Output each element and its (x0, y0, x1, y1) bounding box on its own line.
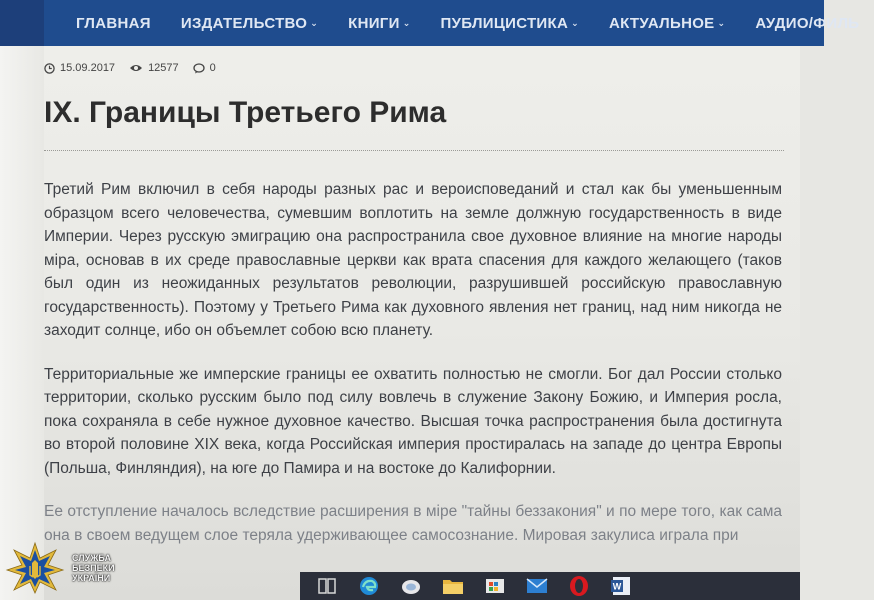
sbu-caption-line: УКРАЇНИ (72, 573, 111, 583)
nav-item-publicism[interactable] (426, 0, 594, 46)
views-text: 12577 (148, 62, 179, 74)
nav-item-label: ГЛАВНАЯ (76, 14, 151, 32)
nav-item-label: ИЗДАТЕЛЬСТВО (180, 14, 308, 32)
store-icon[interactable] (398, 575, 424, 597)
screen-edge-top (0, 0, 44, 46)
comments-count: 0 (209, 62, 216, 74)
sbu-caption-line: СЛУЖБА (72, 553, 111, 563)
title-divider (44, 150, 784, 151)
nav-item-current[interactable] (594, 0, 740, 46)
nav-item-audio-film[interactable] (740, 0, 874, 46)
edge-icon[interactable] (356, 575, 382, 597)
nav-item-home[interactable] (44, 0, 166, 46)
article-comments[interactable] (193, 62, 216, 74)
date-text: 15.09.2017 (60, 62, 116, 74)
chevron-down-icon: ⌄ (717, 17, 726, 28)
eye-icon (129, 63, 143, 73)
file-explorer-icon[interactable] (440, 575, 466, 597)
chevron-down-icon: ⌄ (571, 17, 579, 28)
mail-icon[interactable] (524, 575, 550, 597)
screen-edge (0, 0, 44, 600)
nav-item-label: ПУБЛИЦИСТИКА (440, 14, 569, 32)
article-meta (44, 62, 216, 74)
nav-item-label: АКТУАЛЬНОЕ (608, 14, 715, 32)
sbu-watermark (0, 536, 146, 600)
task-view-icon[interactable] (314, 575, 340, 597)
opera-icon[interactable] (566, 575, 592, 597)
chevron-down-icon: ⌄ (402, 17, 411, 28)
article-paragraph: Ее отступление началось вследствие расширения в міре "тайны беззакония" и по мере того, как сама она в своем ведущем слое теряла удерживающее самосознание. Мировая закулиса играла при (44, 503, 782, 544)
sbu-emblem-icon (6, 542, 64, 594)
nav-item-label: АУДИО/ФИЛЬ (755, 14, 860, 32)
article-body (44, 178, 782, 567)
word-icon[interactable] (608, 575, 634, 597)
top-navigation (44, 0, 860, 46)
article-views (129, 62, 179, 74)
svg-text:W: W (612, 581, 622, 592)
article-date (44, 62, 115, 74)
sbu-caption-line: БЕЗПЕКИ (72, 563, 115, 573)
office-icon[interactable] (482, 575, 508, 597)
nav-item-books[interactable] (333, 0, 425, 46)
nav-item-publishing[interactable] (166, 0, 333, 46)
article-paragraph: Третий Рим включил в себя народы разных рас и вероисповеданий и стал как бы уменьшенным образцом всего человечества, сумевшим воплотить на земле должную государственность в виде Империи. Через русскую эмиграцию она распространила свое духовное влияние на многие народы міра, основав в их среде православные церкви как врата спасения для каждого желающего (таков был один из неожиданных результатов революции, разрушившей российскую православную государственность). Поэтому у Третьего Рима как духовного явления нет границ, над ним никогда не заходит солнце, ибо он объемлет собою всю планету. (44, 181, 782, 339)
comment-icon (193, 63, 205, 74)
article-title: IX. Границы Третьего Рима (44, 96, 447, 129)
chevron-down-icon: ⌄ (310, 17, 319, 28)
clock-icon (44, 63, 55, 74)
sbu-caption (72, 553, 115, 583)
nav-item-label: КНИГИ (348, 14, 400, 32)
article-paragraph: Территориальные же имперские границы ее охватить полностью не смогли. Бог дал России столько территории, сколько русским было под силу вовлечь в служение Закону Божию, и Империя росла, пока сохраняла в себе нужное духовное качество. Высшая точка распространения была достигнута во второй половине XIX века, когда Российская империя простиралась на западе до центра Европы (Польша, Финляндия), на юге до Памира и на востоке до Калифорнии. (44, 365, 782, 477)
windows-taskbar (300, 572, 800, 600)
